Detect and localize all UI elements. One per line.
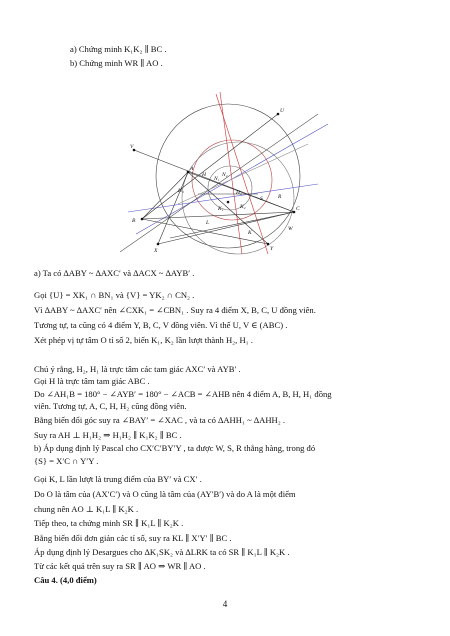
svg-text:S: S xyxy=(260,196,263,202)
line-8: Do ∠AH₁B = 180° − ∠AYB′ = 180° − ∠ACB = ∠AHB nên 4 điểm A, B, H, H₁ đồng xyxy=(34,389,332,399)
svg-text:U: U xyxy=(280,108,284,114)
geometry-figure xyxy=(118,84,336,256)
svg-text:X: X xyxy=(154,248,158,254)
line-18: Bằng biến đổi đơn giản các tỉ số, suy ra KL ∥ X′Y′ ∥ BC . xyxy=(34,533,232,543)
svg-text:K: K xyxy=(248,230,252,236)
question-part-b: b) Chứng minh WR ∥ AO . xyxy=(70,58,163,68)
question-part-a: a) Chứng minh K₁K₂ ∥ BC . xyxy=(70,44,167,54)
line-9: viên. Tương tự, A, C, H, H₂ cũng đồng viên. xyxy=(34,401,187,411)
line-7: Gọi H là trực tâm tam giác ABC . xyxy=(34,376,150,386)
line-2: Gọi {U} = XK₁ ∩ BN₁ và {V} = YK₂ ∩ CN₂ . xyxy=(34,290,195,300)
svg-text:R: R xyxy=(278,194,282,200)
line-19: Áp dụng định lý Desargues cho ∆K₁SK₂ và ∆LRK ta có SR ∥ K₁L ∥ K₂K . xyxy=(34,547,290,557)
line-20: Từ các kết quả trên suy ra SR ∥ AO ⇒ WR ∥ AO . xyxy=(34,561,206,571)
line-10: Bằng biến đổi góc suy ra ∠BAY′ = ∠XAC , và ta có ∆AHH₁ ~ ∆AHH₂ . xyxy=(34,415,286,425)
line-3: Vì ∆ABY ~ ∆AXC′ nên ∠CXK₁ = ∠CBN₁ . Suy ra 4 điểm X, B, C, U đồng viên. xyxy=(34,305,316,315)
svg-text:H₂: H₂ xyxy=(236,190,242,196)
svg-text:K₂: K₂ xyxy=(240,204,246,210)
line-5: Xét phép vị tự tâm O tỉ số 2, biến K₁, K₂ lần lượt thành H₂, H₁ . xyxy=(34,335,253,345)
svg-text:Y: Y xyxy=(270,246,274,252)
line-4: Tương tự, ta cũng có 4 điểm Y, B, C, V đồng viên. Vì thế U, V ∈ (ABC) . xyxy=(34,320,288,330)
line-6: Chú ý rằng, H₂, H₁ là trực tâm các tam giác AXC′ và AYB′ . xyxy=(34,364,241,374)
svg-text:N₂: N₂ xyxy=(222,172,228,178)
svg-text:L: L xyxy=(206,220,210,226)
line-11: Suy ra AH ⊥ H₁H₂ ⇒ H₁H₂ ∥ K₁K₂ ∥ BC . xyxy=(34,430,182,440)
svg-text:K₁: K₁ xyxy=(218,206,224,212)
svg-text:W: W xyxy=(288,226,293,232)
svg-text:H₁: H₁ xyxy=(178,188,184,194)
line-16: chung nên AO ⊥ K₁L ∥ K₂K . xyxy=(34,504,139,514)
svg-text:A: A xyxy=(190,166,194,172)
line-17: Tiếp theo, ta chứng minh SR ∥ K₁L ∥ K₂K . xyxy=(34,518,184,528)
page-number: 4 xyxy=(222,599,228,609)
question-4-heading: Câu 4. (4,0 điểm) xyxy=(34,575,97,585)
line-12: b) Áp dụng định lý Pascal cho CX′C′BY′Y , ta được W, S, R thẳng hàng, trong đó xyxy=(34,443,316,453)
line-15: Do O là tâm của (AX′C′) và O cũng là tâm của (AY′B′) và do A là một điểm xyxy=(34,489,296,499)
svg-text:B: B xyxy=(132,218,136,224)
svg-text:N₁: N₁ xyxy=(214,176,220,182)
svg-text:V: V xyxy=(130,144,134,150)
line-1: a) Ta có ∆ABY ~ ∆AXC′ và ∆ACX ~ ∆AYB′ . xyxy=(34,268,195,278)
svg-text:C: C xyxy=(296,206,300,212)
svg-text:H: H xyxy=(202,172,206,178)
line-13: {S} = X′C ∩ Y′Y . xyxy=(34,456,99,466)
line-14: Gọi K, L lần lượt là trung điểm của BY′ và CX′ . xyxy=(34,474,202,484)
